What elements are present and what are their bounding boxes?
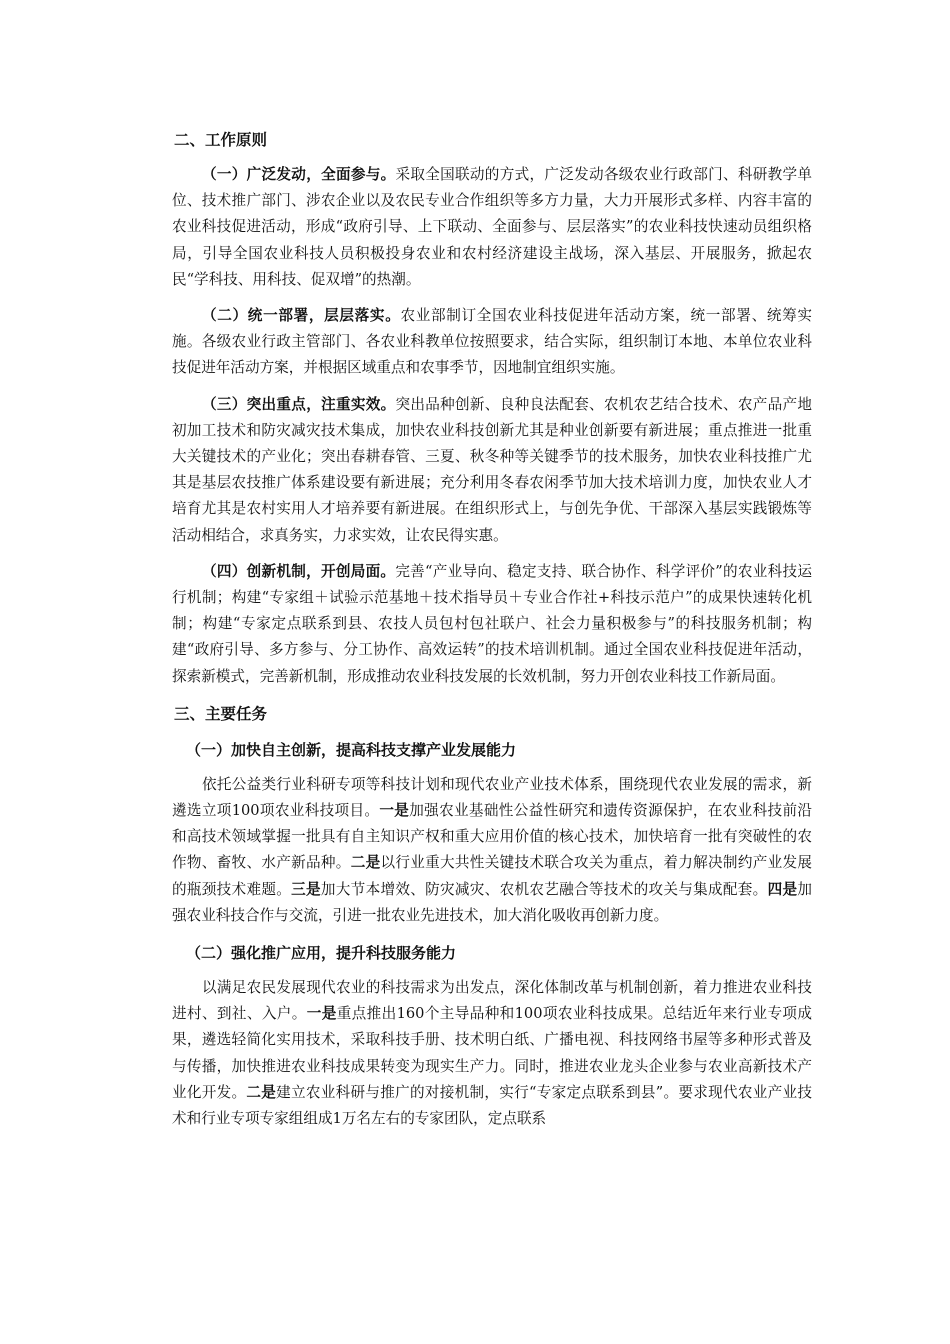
emphasis-marker: 一是: [379, 802, 410, 820]
paragraph-principle-3: [172, 392, 812, 549]
paragraph-lead: （三）突出重点，注重实效。: [202, 395, 396, 413]
subheading-innovation: （一）加快自主创新，提高科技支撑产业发展能力: [186, 740, 517, 759]
emphasis-marker: 三是: [291, 880, 321, 898]
paragraph-principle-1: [172, 162, 812, 293]
paragraph-lead: （二）统一部署，层层落实。: [202, 307, 401, 325]
subheading-extension: （二）强化推广应用，提升科技服务能力: [186, 944, 457, 963]
paragraph-text: 采取全国联动的方式，广泛发动各级农业行政部门、科研教学单位、技术推广部门、涉农企业以及农民专业合作组织等多方力量，大力开展形式多样、内容丰富的农业科技促进活动，形成“政府引导、上下联动、全面参与、层层落实”的农业科技快速动员组织格局，引导全国农业科技人员积极投身农业和农村经济建设主战场，深入基层、开展服务，掀起农民“学科技、用科技、促双增”的热潮。: [172, 166, 812, 288]
paragraph-principle-2: [172, 303, 812, 382]
paragraph-text: 以行业重大共性关键技术联合攻关为重点，着力解决制约产业发展的瓶颈技术难题。: [172, 854, 812, 898]
section-heading-work-principles: 二、工作原则: [174, 130, 268, 149]
paragraph-text: 以满足农民发展现代农业的科技需求为出发点，深化体制改革与机制创新，着力推进农业科技进村、到社、入户。: [172, 979, 812, 1023]
document-content: [172, 126, 812, 1142]
paragraph-text: 加大节本增效、防灾减灾、农机农艺融合等技术的攻关与集成配套。: [320, 880, 768, 898]
paragraph-principle-4: [172, 559, 812, 690]
paragraph-text: 加强农业科技合作与交流，引进一批农业先进技术，加大消化吸收再创新力度。: [172, 880, 812, 924]
section-heading-main-tasks: 三、主要任务: [174, 703, 268, 723]
paragraph-lead: （四）创新机制，开创局面。: [202, 562, 396, 580]
paragraph-text: 重点推出160个主导品种和100项农业科技成果。总结近年来行业专项成果，遴选轻简化实用技术，采取科技手册、技术明白纸、广播电视、科技网络书屋等多种形式普及与传播，加快推进农业科技成果转变为现实生产力。同时，推进农业龙头企业参与农业高新技术产业化开发。: [172, 1005, 812, 1101]
paragraph-text: 突出品种创新、良种良法配套、农机农艺结合技术、农产品产地初加工技术和防灾减灾技术集成，加快农业科技创新尤其是种业创新要有新进展；重点推进一批重大关键技术的产业化；突出春耕春管、三夏、秋冬种等关键季节的技术服务，加快农业科技推广尤其是基层农技推广体系建设要有新进展；充分利用冬春农闲季节加大技术培训力度，加快农业人才培育尤其是农村实用人才培养要有新进展。在组织形式上，与创先争优、干部深入基层实践锻炼等活动相结合，求真务实，力求实效，让农民得实惠。: [172, 395, 812, 544]
paragraph-innovation: [172, 772, 812, 929]
paragraph-text: 农业部制订全国农业科技促进年活动方案，统一部署、统筹实施。各级农业行政主管部门、各农业科教单位按照要求，结合实际，组织制订本地、本单位农业科技促进年活动方案，并根据区域重点和农事季节，因地制宜组织实施。: [172, 307, 812, 377]
emphasis-marker: 二是: [350, 854, 381, 872]
paragraph-text: 完善“产业导向、稳定支持、联合协作、科学评价”的农业科技运行机制；构建“专家组＋试验示范基地＋技术指导员＋专业合作社+科技示范户”的成果快速转化机制；构建“专家定点联系到县、农技人员包村包社联户、社会力量积极参与”的科技服务机制；构建“政府引导、多方参与、分工协作、高效运转”的技术培训机制。通过全国农业科技促进年活动，探索新模式，完善新机制，形成推动农业科技发展的长效机制，努力开创农业科技工作新局面。: [172, 562, 812, 685]
paragraph-text: 建立农业科研与推广的对接机制，实行“专家定点联系到县”。要求现代农业产业技术和行业专项专家组组成1万名左右的专家团队，定点联系: [172, 1083, 812, 1128]
paragraph-text: 依托公益类行业科研专项等科技计划和现代农业产业技术体系，围绕现代农业发展的需求，新遴选立项100项农业科技项目。: [172, 775, 812, 820]
emphasis-marker: 一是: [306, 1005, 337, 1023]
emphasis-marker: 四是: [767, 880, 798, 898]
paragraph-lead: （一）广泛发动，全面参与。: [202, 166, 396, 183]
emphasis-marker: 二是: [246, 1083, 277, 1101]
paragraph-text: 加强农业基础性公益性研究和遗传资源保护，在农业科技前沿和高技术领域掌握一批具有自主知识产权和重大应用价值的核心技术，加快培育一批有突破性的农作物、畜牧、水产新品种。: [172, 802, 812, 872]
paragraph-extension: [172, 975, 812, 1132]
